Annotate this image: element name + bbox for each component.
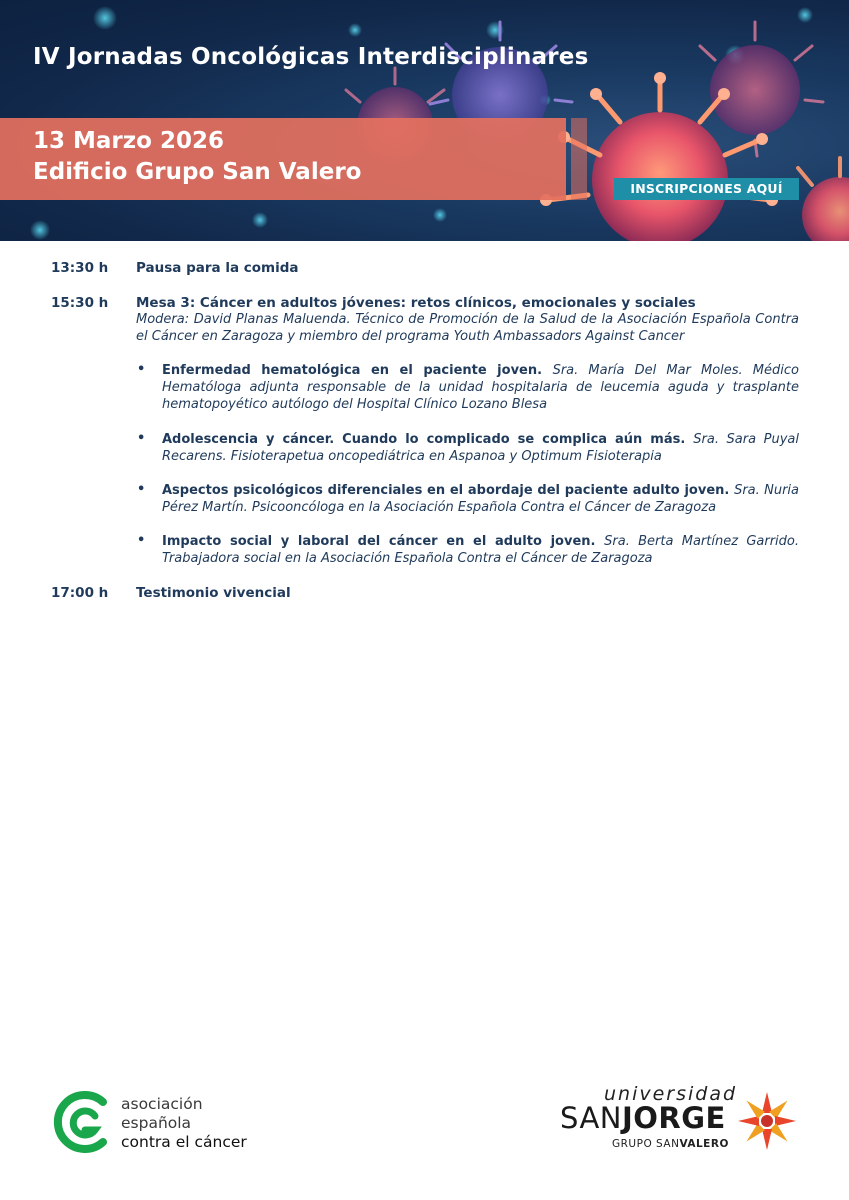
talk-item (162, 362, 799, 413)
slot-title-testimonio: Testimonio vivencial (136, 585, 291, 601)
usj-name (560, 1101, 726, 1135)
usj-grupo-a: GRUPO SAN (612, 1138, 680, 1150)
talk-speaker: Sra. Berta Martínez Garrido. Trabajadora social en la Asociación Española Contra el Cáncer de Zaragoza (162, 534, 799, 566)
talk-title: Aspectos psicológicos diferenciales en el abordaje del paciente adulto joven. (162, 483, 735, 498)
talk-title: Enfermedad hematológica en el paciente joven. (162, 363, 553, 378)
aecc-logo-icon (51, 1090, 113, 1154)
aecc-logo (51, 1090, 291, 1154)
bullet-icon: • (137, 533, 146, 548)
bullet-icon: • (137, 362, 146, 377)
aecc-line2: española (121, 1114, 192, 1132)
talk-item (162, 482, 799, 516)
event-title: IV Jornadas Oncológicas Interdisciplinares (33, 44, 589, 70)
aecc-line1: asociación (121, 1095, 203, 1113)
aecc-line3: contra el cáncer (121, 1133, 247, 1151)
date-band-edge (571, 118, 587, 200)
talk-speaker: Sra. Nuria Pérez Martín. Psicooncóloga en la Asociación Española Contra el Cáncer de Zaragoza (162, 483, 800, 515)
usj-university-label: universidad (604, 1083, 738, 1105)
usj-star-icon (736, 1090, 798, 1152)
aecc-wordmark (121, 1095, 247, 1152)
slot-title-lunch: Pausa para la comida (136, 260, 299, 276)
usj-jorge: JORGE (621, 1101, 726, 1135)
talk-title: Impacto social y laboral del cáncer en el adulto joven. (162, 534, 605, 549)
slot-time-1330: 13:30 h (51, 260, 109, 276)
slot-time-1700: 17:00 h (51, 585, 109, 601)
slot-time-1530: 15:30 h (51, 295, 109, 311)
usj-san: SAN (560, 1101, 622, 1135)
registration-button[interactable]: INSCRIPCIONES AQUÍ (614, 178, 799, 200)
usj-logo (560, 1082, 800, 1154)
usj-grupo-b: VALERO (679, 1138, 729, 1150)
talk-speaker: Sra. María Del Mar Moles. Médico Hematóloga adjunta responsable de la unidad hospitalaria de leucemia aguda y trasplante hematopoyético autólogo del Hospital Clínico Lozano Blesa (162, 363, 799, 412)
bullet-icon: • (137, 431, 146, 446)
bullet-icon: • (137, 482, 146, 497)
slot-title-mesa3: Mesa 3: Cáncer en adultos jóvenes: retos clínicos, emocionales y sociales (136, 295, 696, 311)
event-date: 13 Marzo 2026 (33, 128, 224, 154)
talk-item (162, 533, 799, 567)
header-banner (0, 0, 849, 241)
talk-speaker: Sra. Sara Puyal Recarens. Fisioterapetua oncopediátrica en Aspanoa y Optimum Fisioterapia (162, 432, 800, 464)
talk-item (162, 431, 799, 465)
moderator-text: Modera: David Planas Maluenda. Técnico de Promoción de la Salud de la Asociación Española Contra el Cáncer en Zaragoza y miembro del programa Youth Ambassadors Against Cancer (136, 312, 799, 344)
talk-title: Adolescencia y cáncer. Cuando lo complicado se complica aún más. (162, 432, 694, 447)
usj-grupo (612, 1138, 729, 1150)
event-venue: Edificio Grupo San Valero (33, 159, 362, 185)
